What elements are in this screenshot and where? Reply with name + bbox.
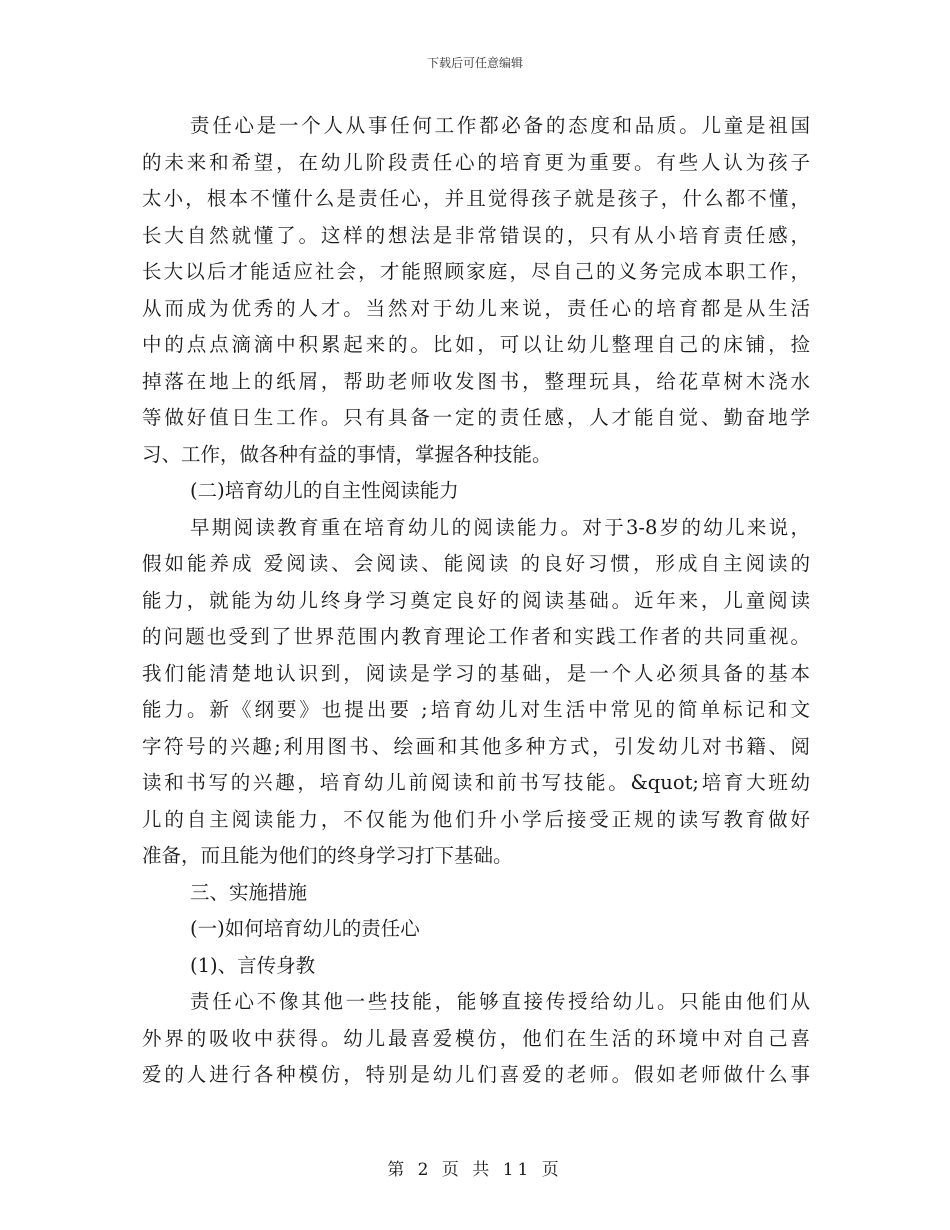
text-line: 的未来和希望，在幼儿阶段责任心的培育更为重要。有些人认为孩子 xyxy=(142,150,810,174)
page-header: 下载后可任意编辑 xyxy=(426,56,523,70)
text-line: 长大自然就懂了。这样的想法是非常错误的，只有从小培育责任感， xyxy=(142,223,810,247)
document-body xyxy=(142,108,810,1094)
text-line: 儿的自主阅读能力，不仅能为他们升小学后接受正规的读写教育做好 xyxy=(142,807,810,831)
text-line: 爱的人进行各种模仿，特别是幼儿们喜爱的老师。假如老师做什么事 xyxy=(142,1063,810,1086)
text-line: 能力。新《纲要》也提出要 ;培育幼儿对生活中常见的简单标记和文 xyxy=(142,698,810,721)
text-line: 的问题也受到了世界范围内教育理论工作者和实践工作者的共同重视。 xyxy=(142,625,810,648)
text-line: (二)培育幼儿的自主性阅读能力 xyxy=(190,479,459,502)
text-line: 三、实施措施 xyxy=(190,880,308,904)
text-line: 掉落在地上的纸屑，帮助老师收发图书，整理玩具，给花草树木浇水 xyxy=(142,369,810,393)
text-line: 字符号的兴趣;利用图书、绘画和其他多种方式，引发幼儿对书籍、阅 xyxy=(142,734,810,758)
text-line: 假如能养成 爱阅读、会阅读、能阅读 的良好习惯，形成自主阅读的 xyxy=(142,552,810,575)
text-line: 早期阅读教育重在培育幼儿的阅读能力。对于3-8岁的幼儿来说， xyxy=(190,515,810,539)
text-line: 读和书写的兴趣，培育幼儿前阅读和前书写技能。&quot;培育大班幼 xyxy=(142,771,810,794)
text-line: 外界的吸收中获得。幼儿最喜爱模仿，他们在生活的环境中对自己喜 xyxy=(142,1026,810,1050)
page-footer: 第 2 页 共 11 页 xyxy=(387,1160,563,1180)
text-line: 等做好值日生工作。只有具备一定的责任感，人才能自觉、勤奋地学 xyxy=(142,406,810,429)
text-line: 太小，根本不懂什么是责任心，并且觉得孩子就是孩子，什么都不懂， xyxy=(142,187,810,210)
text-line: (1)、言传身教 xyxy=(190,953,316,977)
text-line: 从而成为优秀的人才。当然对于幼儿来说，责任心的培育都是从生活 xyxy=(142,296,810,320)
text-line: 长大以后才能适应社会，才能照顾家庭，尽自己的义务完成本职工作， xyxy=(142,260,810,283)
text-line: (一)如何培育幼儿的责任心 xyxy=(190,917,420,940)
text-line: 能力，就能为幼儿终身学习奠定良好的阅读基础。近年来，儿童阅读 xyxy=(142,588,810,612)
text-line: 责任心不像其他一些技能，能够直接传授给幼儿。只能由他们从 xyxy=(190,990,810,1013)
text-line: 习、工作，做各种有益的事情，掌握各种技能。 xyxy=(142,442,552,466)
text-line: 准备，而且能为他们的终身学习打下基础。 xyxy=(142,844,513,867)
text-line: 我们能清楚地认识到，阅读是学习的基础，是一个人必须具备的基本 xyxy=(142,661,810,685)
text-line: 中的点点滴滴中积累起来的。比如，可以让幼儿整理自己的床铺，捡 xyxy=(142,333,810,356)
text-line: 责任心是一个人从事任何工作都必备的态度和品质。儿童是祖国 xyxy=(190,114,810,137)
